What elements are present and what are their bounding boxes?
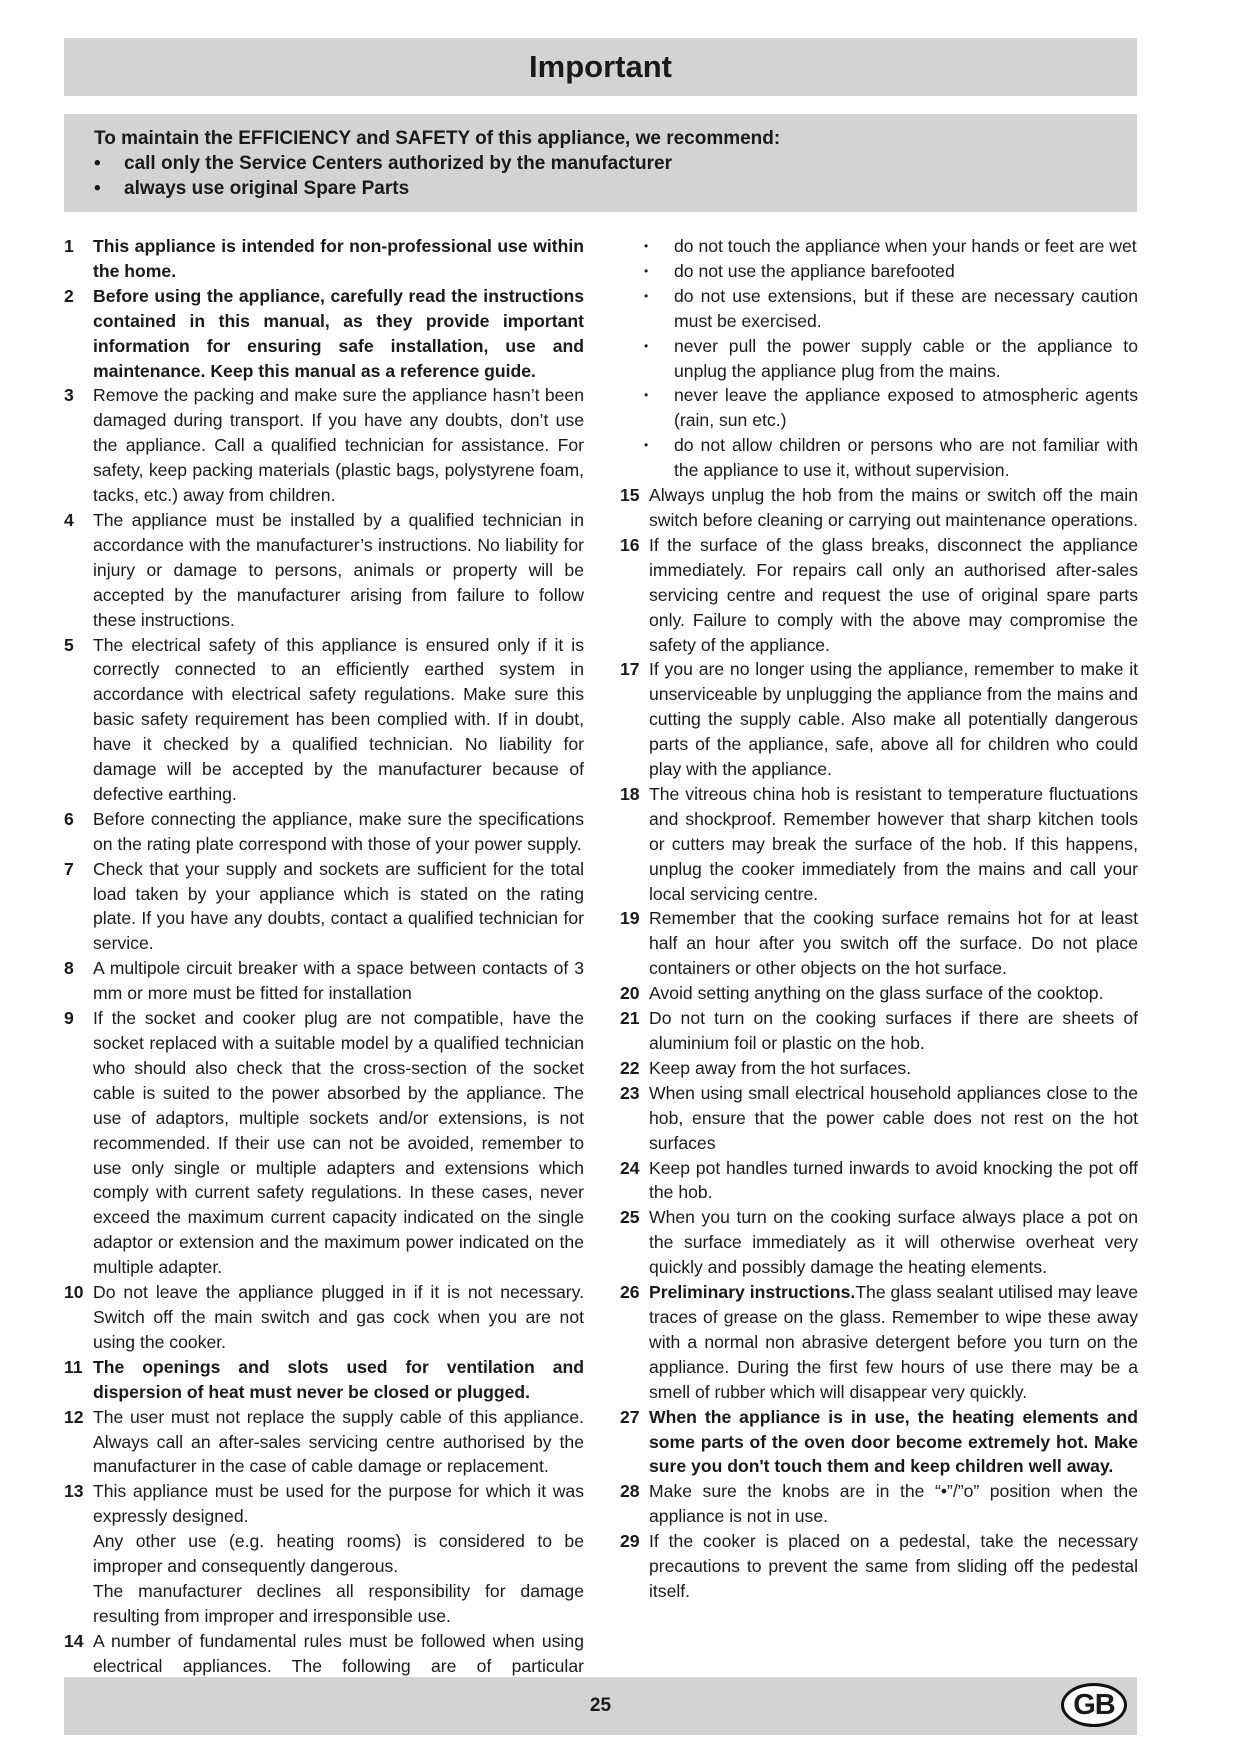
page-number: 25 [589, 1695, 612, 1716]
list-item: 29 If the cooker is placed on a pedestal, take the necessary precautions to prevent the same from sliding off the pedestal itself. [620, 1531, 1138, 1601]
bullet-icon: • [644, 288, 649, 303]
list-item: 26 Preliminary instructions.The glass sealant utilised may leave traces of grease on the glass. Remember to wipe these away with a normal non abrasive detergent before you turn on the appliance. During the first few hours of use there may be a smell of rubber which will disappear very quickly. [620, 1282, 1138, 1402]
sub-list-item: • never pull the power supply cable or the appliance to unplug the appliance plug from the mains. [620, 334, 1138, 384]
sub-list-item: • never leave the appliance exposed to atmospheric agents (rain, sun etc.) [620, 383, 1138, 433]
left-column [64, 234, 584, 1703]
list-item: 20 Avoid setting anything on the glass surface of the cooktop. [620, 983, 1104, 1004]
footer-bar [64, 1677, 1137, 1735]
list-item: 2 Before using the appliance, carefully read the instructions contained in this manual, as they provide important information for ensuring safe installation, use and maintenance. Keep this manual as a reference guide. [64, 285, 584, 381]
language-badge: GB [1061, 1683, 1127, 1727]
recommendation-bullet: • always use original Spare Parts [94, 178, 410, 199]
list-item: 11 The openings and slots used for ventilation and dispersion of heat must never be closed or plugged. [64, 1356, 584, 1402]
list-item: 15 Always unplug the hob from the mains or switch off the main switch before cleaning or carrying out maintenance operations. [620, 485, 1138, 530]
list-item: 5 The electrical safety of this appliance is ensured only if it is correctly connected to an efficiently earthed system in accordance with electrical safety regulations. Make sure this basic safety requirement has been complied with. If in doubt, have it checked by a qualified technician. No liability for damage will be accepted by the manufacturer because of defective earthing. [64, 634, 584, 804]
list-item: 3 Remove the packing and make sure the appliance hasn’t been damaged during transport. If you have any doubts, don’t use the appliance. Call a qualified technician for assistance. For safety, keep packing materials (plastic bags, polystyrene foam, tacks, etc.) away from children. [64, 385, 584, 506]
list-item: 6 Before connecting the appliance, make sure the specifications on the rating plate correspond with those of your power supply. [64, 808, 584, 854]
list-item: 16 If the surface of the glass breaks, disconnect the appliance immediately. For repairs call only an authorised after-sales servicing centre and request the use of original spare parts only. Failure to comply with the above may compromise the safety of the appliance. [620, 534, 1138, 655]
sub-list-item: • do not touch the appliance when your hands or feet are wet [620, 234, 1138, 259]
list-item: 10 Do not leave the appliance plugged in if it is not necessary. Switch off the main switch and gas cock when you are not using the cooker. [64, 1282, 584, 1352]
list-item: 17 If you are no longer using the appliance, remember to make it unserviceable by unplugging the appliance from the mains and cutting the supply cable. Also make all potentially dangerous parts of the appliance, safe, above all for children who could play with the appliance. [620, 659, 1138, 780]
list-item: 25 When you turn on the cooking surface always place a pot on the surface immediately as it will otherwise overheat very quickly and possibly damage the heating elements. [620, 1207, 1138, 1278]
list-item: 1 This appliance is intended for non-professional use within the home. [64, 236, 584, 281]
bullet-icon: • [644, 239, 649, 253]
sub-list-item: • do not use the appliance barefooted [620, 259, 1138, 284]
list-item: 13 This appliance must be used for the purpose for which it was expressly designed. Any other use (e.g. heating rooms) is considered to be improper and consequently dangerous. The manufacturer declines all responsibility for damage resulting from improper and irresponsible use. [64, 1481, 584, 1626]
title-bar [64, 38, 1137, 96]
list-item: 12 The user must not replace the supply cable of this appliance. Always call an after-sales servicing centre authorised by the manufacturer in the case of cable damage or replacement. [64, 1406, 584, 1477]
list-item: 9 If the socket and cooker plug are not compatible, have the socket replaced with a suitable model by a qualified technician who should also check that the cross-section of the socket cable is suited to the power absorbed by the appliance. The use of adaptors, multiple sockets and/or extensions, is not recommended. If their use can not be avoided, remember to use only single or multiple adapters and extensions which comply with current safety regulations. In these cases, never exceed the maximum current capacity indicated on the single adaptor or extension and the maximum power indicated on the multiple adapter. [64, 1008, 584, 1278]
list-item: 28 Make sure the knobs are in the “•”/”o” position when the appliance is not in use. [620, 1481, 1138, 1527]
list-item: 8 A multipole circuit breaker with a space between contacts of 3 mm or more must be fitted for installation [64, 958, 584, 1004]
bullet-icon: • [94, 178, 101, 199]
sub-list-item: • do not allow children or persons who are not familiar with the appliance to use it, without supervision. [620, 433, 1138, 483]
sub-list-item: • do not use extensions, but if these are necessary caution must be exercised. [620, 284, 1138, 334]
page-title: Important [529, 49, 672, 84]
list-item: 27 When the appliance is in use, the heating elements and some parts of the oven door become extremely hot. Make sure you don't touch them and keep children well away. [620, 1406, 1138, 1477]
list-item: 14 A number of fundamental rules must be followed when using electrical appliances. The following are of particular [64, 1630, 584, 1676]
list-item: 4 The appliance must be installed by a qualified technician in accordance with the manufacturer’s instructions. No liability for injury or damage to persons, animals or property will be accepted by the manufacturer arising from failure to follow these instructions. [64, 509, 584, 630]
recommendation-bullet: • call only the Service Centers authorized by the manufacturer [94, 153, 672, 174]
bullet-icon: • [644, 388, 649, 403]
right-column [620, 234, 1138, 1604]
bullet-icon: • [644, 263, 649, 278]
list-item: 19 Remember that the cooking surface remains hot for at least half an hour after you switch off the surface. Do not place containers or other objects on the hot surface. [620, 908, 1138, 979]
bullet-icon: • [644, 438, 649, 453]
list-item: 23 When using small electrical household appliances close to the hob, ensure that the power cable does not rest on the hot surfaces [620, 1082, 1138, 1153]
list-item: 21 Do not turn on the cooking surfaces if there are sheets of aluminium foil or plastic on the hob. [620, 1008, 1138, 1053]
bullet-icon: • [644, 338, 649, 353]
list-item: 18 The vitreous china hob is resistant to temperature fluctuations and shockproof. Remember however that sharp kitchen tools or cutters may break the surface of the hob. If this happens, unplug the cooker immediately from the mains and call your local servicing centre. [620, 783, 1138, 904]
list-item: 22 Keep away from the hot surfaces. [620, 1057, 912, 1078]
list-item: 7 Check that your supply and sockets are sufficient for the total load taken by your appliance which is stated on the rating plate. If you have any doubts, contact a qualified technician for service. [64, 858, 584, 954]
recommendation-intro: To maintain the EFFICIENCY and SAFETY of this appliance, we recommend: [94, 128, 781, 149]
bullet-icon: • [94, 153, 101, 174]
list-item: 24 Keep pot handles turned inwards to avoid knocking the pot off the hob. [620, 1157, 1138, 1203]
recommendation-box [64, 114, 1137, 212]
